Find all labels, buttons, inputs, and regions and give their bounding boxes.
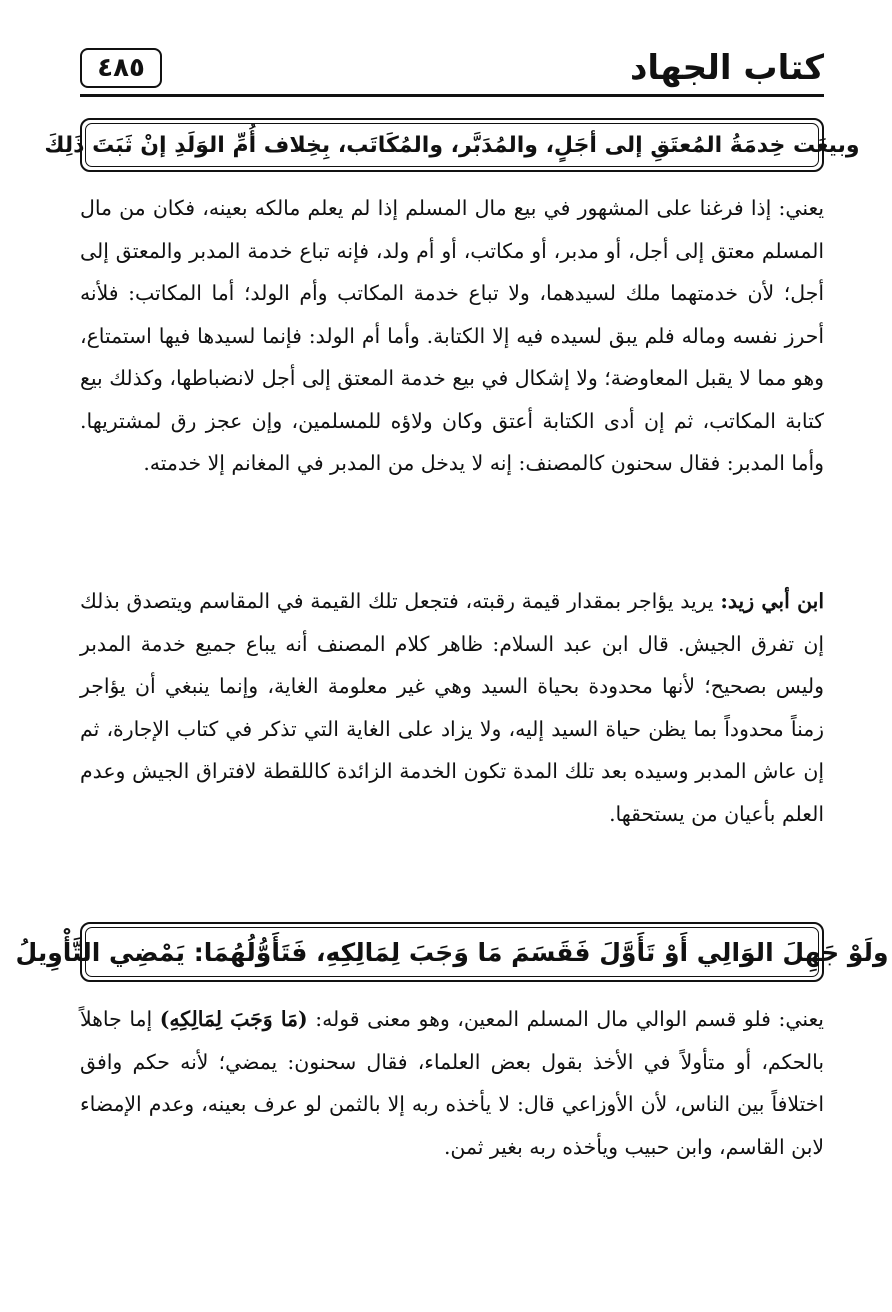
matn-box-1 [44,118,860,172]
commentary-paragraph-3 [80,998,824,1168]
commentary-paragraph-2 [80,580,824,835]
matn-box-2 [15,922,889,982]
inline-quote: (مَا وَجَبَ لِمَالِكِهِ) [159,1007,308,1031]
paragraph-text-3b: إما جاهلاً بالحكم، أو متأولاً في الأخذ بقول بعض العلماء، فقال سحنون: يمضي؛ لأنه حكم وافق اختلافاً بين الناس، لأن الأوزاعي قال: لا يأخذه ربه إلا بالثمن لو عرف بعينه، وعدم الإمضاء لابن القاسم، وابن حبيب ويأخذه ربه بغير ثمن. [80,1007,824,1159]
paragraph-lead-3: يعني: [778,1007,824,1031]
paragraph-text-3a: فلو قسم الوالي مال المسلم المعين، وهو معنى قوله: [315,1007,771,1031]
matn-text-2: ولَوْ جَهِلَ الوَالِي أَوْ تَأَوَّلَ فَقَسَمَ مَا وَجَبَ لِمَالِكِهِ، فَتَأَوُّلُهُمَا: يَمْضِي التَّأْوِيلُ [85,927,819,977]
page-header [80,44,824,98]
commentary-paragraph-1 [80,187,824,485]
page-number: ٤٨٥ [80,48,162,88]
matn-text-1: وبيعَت خِدمَةُ المُعتَقِ إلى أجَلٍ، والمُدَبَّر، والمُكَاتَب، بِخِلاف أُمِّ الوَلَدِ إنْ ثَبَتَ ذَلِكَ [85,123,819,167]
paragraph-text-2: يريد يؤاجر بمقدار قيمة رقبته، فتجعل تلك القيمة في المقاسم ويتصدق بذلك إن تفرق الجيش. قال ابن عبد السلام: ظاهر كلام المصنف أنه يباع جميع خدمة المدبر وليس بصحيح؛ لأنها محدودة بحياة السيد وهي غير معلومة الغاية، وإنما ينبغي أن يؤاجر زمناً محدوداً بما يظن حياة السيد إليه، ولا يزاد على الغاية التي تذكر في كتاب الإجارة، ثم إن عاش المدبر وسيده بعد تلك المدة تكون الخدمة الزائدة كاللقطة لافتراق الجيش وعدم العلم بأعيان من يستحقها. [80,589,824,826]
paragraph-lead-1: يعني: [778,196,824,220]
paragraph-text-1: إذا فرغنا على المشهور في بيع مال المسلم إذا لم يعلم مالكه بعينه، فكان من مال المسلم معتق إلى أجل، أو مدبر، أو مكاتب، أو أم ولد، فإنه تباع خدمة المدبر والمعتق إلى أجل؛ لأن خدمتهما ملك لسيدهما، ولا تباع خدمة المكاتب وأم الولد؛ أما المكاتب: فلأنه أحرز نفسه وماله فلم يبق لسيده فيه إلا الكتابة. وأما أم الولد: فإنما لسيدها فيها استمتاع، وهو مما لا يقبل المعاوضة؛ ولا إشكال في بيع خدمة المعتق إلى أجل لانضباطها، وكذلك بيع كتابة المكاتب، ثم إن أدى الكتابة أعتق وكان ولاؤه للمسلمين، وإن عجز رق لمشتريها. وأما المدبر: فقال سحنون كالمصنف: إنه لا يدخل من المدبر في المغانم إلا خدمته. [80,196,824,475]
paragraph-lead-2: ابن أبي زيد: [720,589,824,613]
header-rule [80,94,824,97]
chapter-title: كتاب الجهاد [629,48,824,88]
